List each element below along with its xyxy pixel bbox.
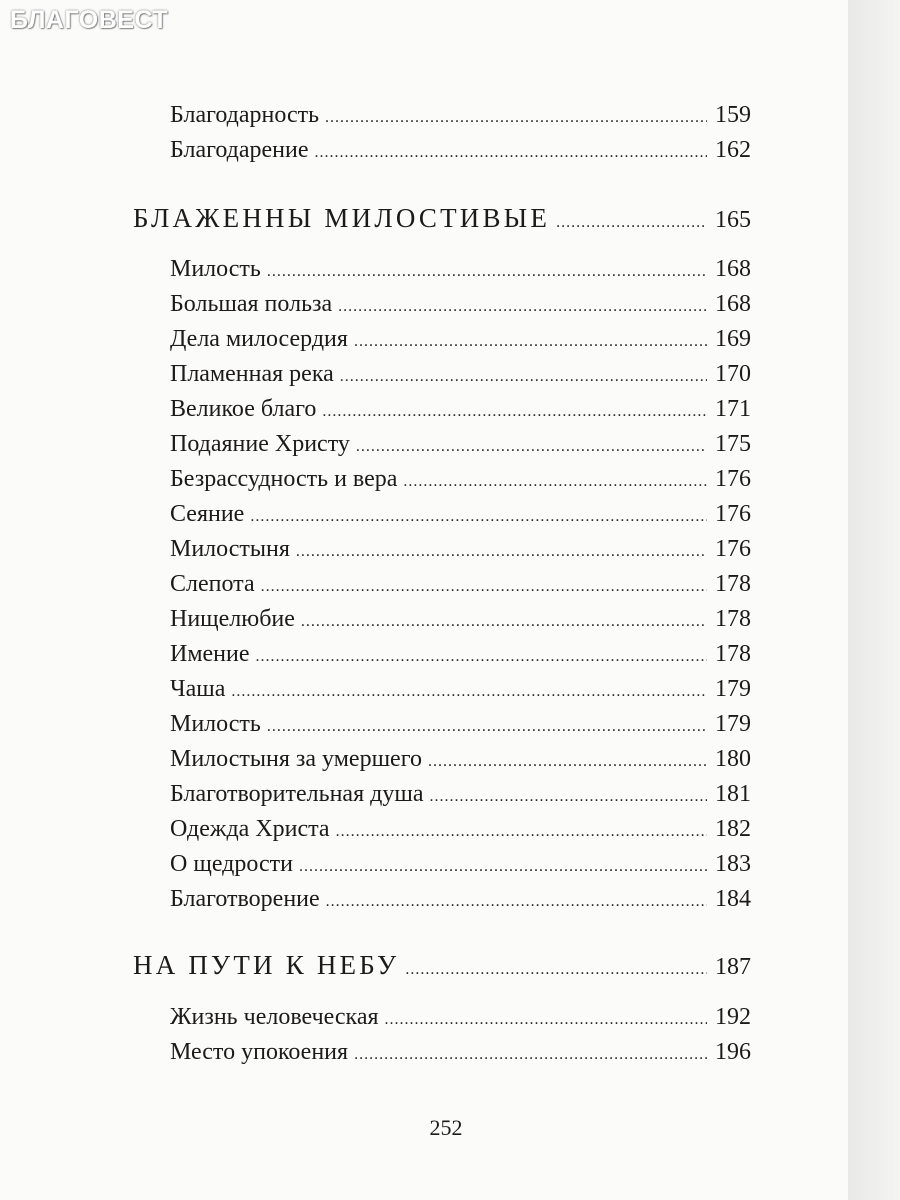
dot-leader — [356, 438, 707, 456]
toc-entry-page: 171 — [715, 396, 751, 422]
toc-entry — [170, 291, 751, 325]
toc-section-page: 165 — [715, 207, 751, 233]
toc-entry-page: 178 — [715, 641, 751, 667]
toc-entry-page: 175 — [715, 431, 751, 457]
toc-entry-title: Милость — [170, 256, 261, 282]
toc-entry-title: О щедрости — [170, 851, 293, 877]
toc-entry-title: Нищелюбие — [170, 606, 295, 632]
toc-entry-title: Милостыня за умершего — [170, 746, 422, 772]
dot-leader — [338, 298, 707, 316]
toc-entry — [170, 466, 751, 500]
toc-entry-title: Великое благо — [170, 396, 317, 422]
dot-leader — [405, 961, 707, 979]
dot-leader — [267, 263, 707, 281]
toc-entry-title: Чаша — [170, 676, 226, 702]
toc-entry-title: Безрассудность и вера — [170, 466, 398, 492]
toc-section-title: НА ПУТИ К НЕБУ — [133, 950, 400, 980]
toc-entry-title: Слепота — [170, 571, 255, 597]
toc-entry-page: 168 — [715, 291, 751, 317]
dot-leader — [325, 109, 707, 127]
toc-entry-page: 181 — [715, 781, 751, 807]
dot-leader — [261, 578, 707, 596]
toc-entry-page: 178 — [715, 571, 751, 597]
toc-entry — [170, 1004, 751, 1038]
toc-entry-page: 168 — [715, 256, 751, 282]
toc-entry — [170, 102, 751, 136]
toc-entry-title: Имение — [170, 641, 250, 667]
toc-entry — [170, 641, 751, 675]
toc-entry-title: Благотворение — [170, 886, 320, 912]
toc-entry-page: 179 — [715, 711, 751, 737]
toc-entry-page: 170 — [715, 361, 751, 387]
toc-entry-page: 176 — [715, 466, 751, 492]
toc-entry — [170, 571, 751, 605]
toc-entry-page: 180 — [715, 746, 751, 772]
dot-leader — [326, 893, 707, 911]
toc-entry-page: 196 — [715, 1039, 751, 1065]
toc-section-title: БЛАЖЕННЫ МИЛОСТИВЫЕ — [133, 203, 551, 233]
watermark-logo: БЛАГОВЕСТ — [10, 6, 169, 34]
dot-leader — [385, 1011, 707, 1029]
toc-entry — [170, 816, 751, 850]
dot-leader — [256, 648, 707, 666]
toc-entry — [170, 1039, 751, 1073]
toc-entry-title: Благотворительная душа — [170, 781, 424, 807]
dot-leader — [267, 718, 707, 736]
toc-entry-page: 162 — [715, 137, 751, 163]
toc-entry-page: 183 — [715, 851, 751, 877]
dot-leader — [322, 403, 707, 421]
dot-leader — [403, 473, 707, 491]
toc-entry-title: Место упокоения — [170, 1039, 349, 1065]
dot-leader — [429, 788, 707, 806]
toc-entry-title: Жизнь человеческая — [170, 1004, 379, 1030]
toc-section-heading — [133, 950, 751, 990]
toc-entry-page: 169 — [715, 326, 751, 352]
toc-entry — [170, 137, 751, 171]
toc-section-page: 187 — [715, 954, 751, 980]
toc-entry-page: 179 — [715, 676, 751, 702]
toc-entry-title: Подаяние Христу — [170, 431, 350, 457]
toc-entry-page: 176 — [715, 501, 751, 527]
dot-leader — [340, 368, 707, 386]
toc-entry-page: 159 — [715, 102, 751, 128]
toc-entry — [170, 886, 751, 920]
toc-entry-page: 178 — [715, 606, 751, 632]
toc-entry-title: Милость — [170, 711, 261, 737]
page-number: 252 — [429, 1115, 463, 1140]
dot-leader — [428, 753, 707, 771]
toc-entry — [170, 326, 751, 360]
toc-entry — [170, 676, 751, 710]
toc-entry-title: Сеяние — [170, 501, 245, 527]
dot-leader — [296, 543, 707, 561]
toc-entry-page: 192 — [715, 1004, 751, 1030]
toc-entry-page: 184 — [715, 886, 751, 912]
toc-entry-title: Одежда Христа — [170, 816, 330, 842]
toc-entry — [170, 501, 751, 535]
toc-entry-title: Пламенная река — [170, 361, 334, 387]
toc-entry-page: 182 — [715, 816, 751, 842]
dot-leader — [336, 823, 707, 841]
toc-entry — [170, 746, 751, 780]
toc-entry — [170, 361, 751, 395]
toc-entry — [170, 781, 751, 815]
dot-leader — [315, 144, 707, 162]
dot-leader — [299, 858, 707, 876]
toc-entry — [170, 711, 751, 745]
toc-entry — [170, 396, 751, 430]
toc-entry — [170, 606, 751, 640]
page-edge — [848, 0, 900, 1200]
toc-entry-title: Благодарение — [170, 137, 309, 163]
dot-leader — [354, 1046, 707, 1064]
toc-entry-page: 176 — [715, 536, 751, 562]
dot-leader — [250, 508, 707, 526]
toc-entry-title: Большая польза — [170, 291, 333, 317]
toc-entry-title: Благодарность — [170, 102, 320, 128]
toc-entry — [170, 851, 751, 885]
dot-leader — [231, 683, 707, 701]
toc-entry-title: Милостыня — [170, 536, 290, 562]
toc-entry — [170, 431, 751, 465]
dot-leader — [354, 333, 707, 351]
toc-entry — [170, 536, 751, 570]
dot-leader — [556, 214, 707, 232]
toc-section-heading — [133, 203, 751, 243]
toc-entry — [170, 256, 751, 290]
toc-entry-title: Дела милосердия — [170, 326, 348, 352]
dot-leader — [301, 613, 707, 631]
